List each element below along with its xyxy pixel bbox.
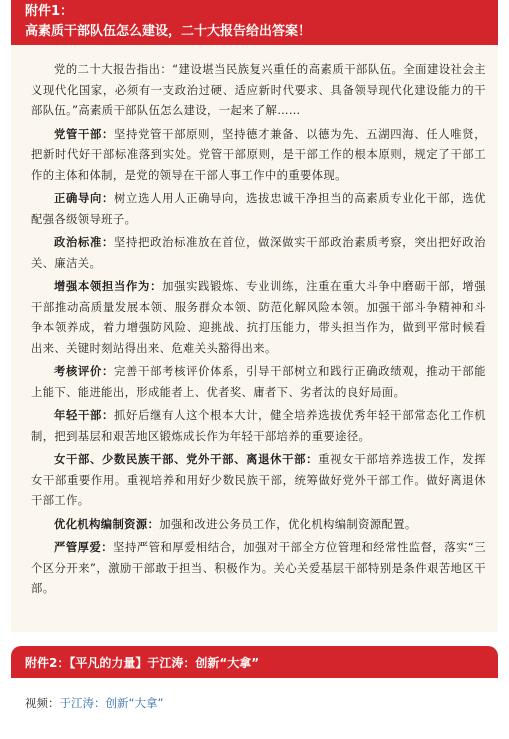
- item-paragraph: [31, 189, 486, 230]
- item-text: 坚持严管和厚爱相结合，加强对干部全方位管理和经常性监督，落实“三个区分开来”，激励干部敢于担当、积极作为。关心关爱基层干部特别是条件艰苦地区干部。: [31, 541, 486, 595]
- item-paragraph: [31, 538, 486, 600]
- item-paragraph: [31, 406, 486, 447]
- item-paragraph: [31, 450, 486, 512]
- attachment1-body: [11, 45, 498, 600]
- item-label: 女干部、少数民族干部、党外干部、离退休干部：: [54, 453, 319, 466]
- item-label: 党管干部：: [54, 127, 115, 141]
- item-label: 考核评价：: [54, 365, 115, 378]
- attachment1-title: 高素质干部队伍怎么建设，二十大报告给出答案！: [25, 24, 312, 39]
- video-label: 视频：: [25, 696, 60, 710]
- item-text: 加强和改进公务员工作，优化机构编制资源配置。: [159, 517, 417, 531]
- attachment1-header: [11, 0, 498, 45]
- item-text: 重视女干部培养选拔工作，发挥女干部重要作用。重视培养和用好少数民族干部，统筹做好党外干部工作。做好离退休干部工作。: [31, 453, 486, 507]
- item-paragraph: [31, 233, 486, 274]
- item-label: 增强本领担当作为：: [54, 280, 163, 293]
- video-link[interactable]: 于江涛：创新“大拿”: [59, 696, 164, 710]
- item-text: 完善干部考核评价体系，引导干部树立和践行正确政绩观，推动干部能上能下、能进能出，形成能者上、优者奖、庸者下、劣者汰的良好局面。: [31, 365, 486, 399]
- item-text: 加强实践锻炼、专业训练，注重在重大斗争中磨砺干部，增强干部推动高质量发展本领、服务群众本领、防范化解风险本领。加强干部斗争精神和斗争本领养成，着力增强防风险、迎挑战、抗打压能力，带头担当作为，做到平常时候看出来、关键时刻站得出来、危难关头豁得出来。: [31, 280, 486, 355]
- item-label: 严管厚爱：: [54, 541, 114, 554]
- item-label: 优化机构编制资源：: [54, 517, 160, 531]
- item-label: 政治标准：: [54, 236, 115, 249]
- item-text: 树立选人用人正确导向，选拔忠诚干净担当的高素质专业化干部，选优配强各级领导班子。: [31, 192, 486, 226]
- attachment2-title: 【平凡的力量】于江涛：创新“大拿”: [69, 656, 260, 670]
- attachment2-card: [11, 646, 498, 739]
- item-paragraph: [31, 125, 486, 187]
- item-text: 坚持把政治标准放在首位，做深做实干部政治素质考察，突出把好政治关、廉洁关。: [31, 236, 486, 270]
- attachment2-header: [11, 646, 498, 678]
- item-label: 年轻干部：: [54, 409, 115, 422]
- attachment1-card: [11, 0, 498, 632]
- attachment1-tag: 附件1：: [25, 4, 74, 19]
- item-paragraph: [31, 362, 486, 403]
- attachment2-tag: 附件2：: [25, 656, 70, 670]
- item-paragraph: [31, 515, 486, 536]
- item-text: 坚持党管干部原则，坚持德才兼备、以德为先、五湖四海、任人唯贤，把新时代好干部标准落到实处。党管干部原则，是干部工作的根本原则，规定了干部工作的主体和体制，是党的领导在干部人事工作中的重要体现。: [31, 127, 486, 182]
- item-paragraph: [31, 277, 486, 359]
- item-label: 正确导向：: [54, 192, 115, 205]
- video-row: [11, 678, 498, 712]
- intro-paragraph: 党的二十大报告指出：“建设堪当民族复兴重任的高素质干部队伍。全面建设社会主义现代化国家，必须有一支政治过硬、适应新时代要求、具备领导现代化建设能力的干部队伍。”高素质干部队伍怎么建设，一起来了解……: [31, 63, 486, 117]
- item-text: 抓好后继有人这个根本大计，健全培养选拔优秀年轻干部常态化工作机制，把到基层和艰苦地区锻炼成长作为年轻干部培养的重要途径。: [31, 409, 486, 443]
